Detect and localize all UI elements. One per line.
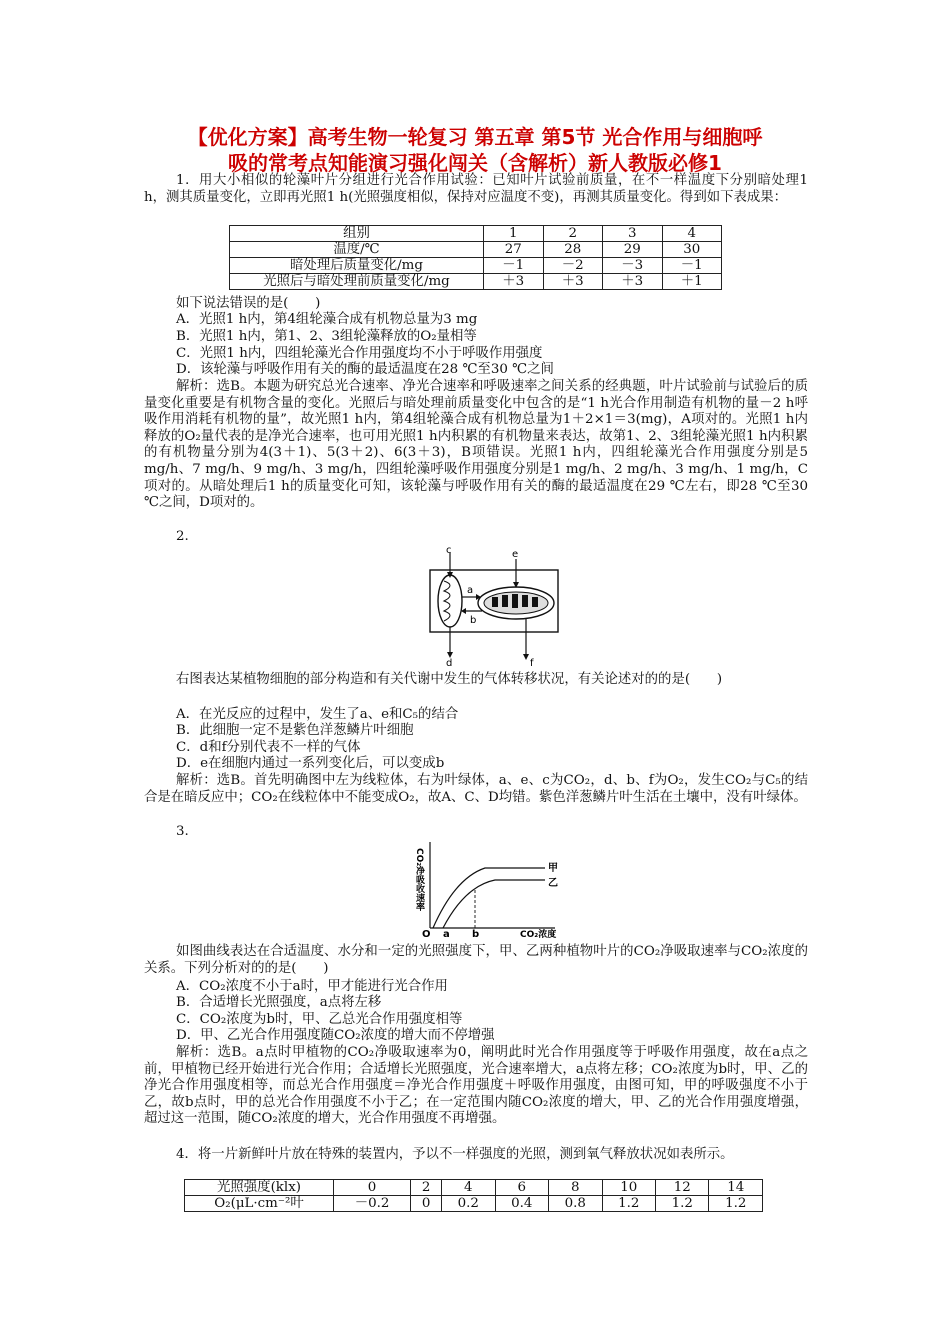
label-c: c xyxy=(446,545,452,556)
table-cell: 组别 xyxy=(230,226,484,242)
label-a: a xyxy=(467,585,474,596)
table-cell: －2 xyxy=(543,258,603,274)
table-cell: 温度/℃ xyxy=(230,242,484,258)
label-f: f xyxy=(530,658,534,667)
table-row xyxy=(230,242,722,258)
table-cell: 光照后与暗处理前质量变化/mg xyxy=(230,274,484,290)
q1-option-b: B．光照1 h内，第1、2、3组轮藻释放的O₂量相等 xyxy=(176,329,477,344)
title-line-1: 【优化方案】高考生物一轮复习 第五章 第5节 光合作用与细胞呼 xyxy=(187,125,763,149)
table-cell: 0.4 xyxy=(495,1196,548,1212)
table-cell: 1.2 xyxy=(602,1196,655,1212)
q3-option-c: C．CO₂浓度为b时，甲、乙总光合作用强度相等 xyxy=(176,1012,463,1027)
arrow-f-head xyxy=(523,654,529,660)
x-axis-label: CO₂浓度 xyxy=(520,930,557,938)
q1-analysis: 解析：选B。本题为研究总光合速率、净光合速率和呼吸速率之间关系的经典题，叶片试验前与试验后的质量变化重要是有机物含量的变化。光照后与暗处理前质量变化中包含的是“1 h光合作用制造有机物的量－2 h呼吸作用消耗有机物的量”，故光照1 h内，第4组轮藻合成有机物总量为1＋2×1＝3(mg)，A项对的。光照1 h内释放的O₂量代表的是净光合速率，也可用光照1 h内积累的有机物量来表达，故第1、2、3组轮藻光照1 h内积累的有机物量分别为4(3＋1)、5(3＋2)、6(3＋3)，B项错误。光照1 h内，四组轮藻光合作用强度分别是5 mg/h、7 mg/h、9 mg/h、3 mg/h，四组轮藻呼吸作用强度分别是1 mg/h、2 mg/h、3 mg/h、1 mg/h，C项对的。从暗处理后1 h的质量变化可知，该轮藻与呼吸作用有关的酶的最适温度在29 ℃左右，即28 ℃至30 ℃之间，D项对的。 xyxy=(144,379,808,511)
table-cell: 30 xyxy=(662,242,722,258)
table-cell: 8 xyxy=(549,1180,602,1196)
table-cell: 12 xyxy=(656,1180,709,1196)
table-cell: 0 xyxy=(334,1180,411,1196)
q1-option-c: C．光照1 h内，四组轮藻光合作用强度均不小于呼吸作用强度 xyxy=(176,346,543,361)
table-cell: ＋3 xyxy=(543,274,603,290)
table-cell: 1 xyxy=(484,226,544,242)
table-cell: ＋3 xyxy=(484,274,544,290)
curve-label-yi: 乙 xyxy=(548,878,558,889)
table-cell: 暗处理后质量变化/mg xyxy=(230,258,484,274)
table-cell: 2 xyxy=(543,226,603,242)
table-cell: 1.2 xyxy=(709,1196,763,1212)
table-cell: 27 xyxy=(484,242,544,258)
q3-option-a: A．CO₂浓度不小于a时，甲才能进行光合作用 xyxy=(176,979,448,994)
label-b: b xyxy=(470,615,477,626)
table-row xyxy=(230,274,722,290)
table-cell: 1.2 xyxy=(656,1196,709,1212)
table-cell: －0.2 xyxy=(334,1196,411,1212)
q2-option-d: D．e在细胞内通过一系列变化后，可以变成b xyxy=(176,756,445,771)
table-cell: 0.2 xyxy=(442,1196,495,1212)
q3-option-d: D．甲、乙光合作用强度随CO₂浓度的增大而不停增强 xyxy=(176,1028,495,1043)
q4-stem: 4．将一片新鲜叶片放在特殊的装置内，予以不一样强度的光照，测到氧气释放状况如表所示。 xyxy=(176,1147,734,1162)
q2-option-c: C．d和f分别代表不一样的气体 xyxy=(176,740,361,755)
table-cell: 28 xyxy=(543,242,603,258)
y-axis-label: CO₂净吸收速率 xyxy=(414,848,424,912)
mitochondrion-cristae xyxy=(444,581,450,621)
table-cell: O₂(μL·cm⁻²叶 xyxy=(185,1196,334,1212)
table-cell: 0 xyxy=(411,1196,442,1212)
table-cell: －1 xyxy=(662,258,722,274)
q2-analysis: 解析：选B。首先明确图中左为线粒体，右为叶绿体，a、e、c为CO₂，d、b、f为O₂，发生CO₂与C₅的结合是在暗反应中；CO₂在线粒体中不能变成O₂，故A、C、D均错。紫色洋葱鳞片叶生活在土壤中，没有叶绿体。 xyxy=(144,773,808,805)
q2-option-a: A．在光反应的过程中，发生了a、e和C₅的结合 xyxy=(176,707,459,722)
title-line-2: 吸的常考点知能演习强化闯关（含解析）新人教版必修1 xyxy=(228,151,722,175)
q3-option-b: B．合适增长光照强度，a点将左移 xyxy=(176,995,382,1010)
table-cell: 4 xyxy=(662,226,722,242)
table-cell: －1 xyxy=(484,258,544,274)
table-row xyxy=(230,258,722,274)
table-cell: 0.8 xyxy=(549,1196,602,1212)
table-cell: ＋1 xyxy=(662,274,722,290)
table-cell: 6 xyxy=(495,1180,548,1196)
q2-number: 2. xyxy=(176,529,189,544)
table-cell: ＋3 xyxy=(603,274,663,290)
table-cell: －3 xyxy=(603,258,663,274)
q2-option-b: B．此细胞一定不是紫色洋葱鳞片叶细胞 xyxy=(176,723,414,738)
curve-jia xyxy=(433,868,545,928)
co2-graph xyxy=(405,838,585,938)
label-d: d xyxy=(446,658,453,667)
table-cell: 14 xyxy=(709,1180,763,1196)
table-cell: 10 xyxy=(602,1180,655,1196)
x-mark-a: a xyxy=(443,929,450,938)
x-mark-b: b xyxy=(472,929,480,938)
organelle-diagram xyxy=(420,545,570,667)
q3-stem: 如图曲线表达在合适温度、水分和一定的光照强度下，甲、乙两种植物叶片的CO₂净吸取速率与CO₂浓度的关系。下列分析对的的是( ) xyxy=(144,944,808,976)
curve-label-jia: 甲 xyxy=(548,863,558,874)
q3-number: 3. xyxy=(176,824,189,839)
q1-table xyxy=(229,225,722,290)
table-cell: 3 xyxy=(603,226,663,242)
q3-analysis: 解析：选B。a点时甲植物的CO₂净吸取速率为0，阐明此时光合作用强度等于呼吸作用强度，故在a点之前，甲植物已经开始进行光合作用；合适增长光照强度，光合速率增大，a点将左移；CO₂浓度为b时，甲、乙的净光合作用强度相等，而总光合作用强度＝净光合作用强度＋呼吸作用强度，由图可知，甲的呼吸强度不小于乙，故b点时，甲的总光合作用强度不小于乙；在一定范围内随CO₂浓度的增大，甲、乙的光合作用强度增强，超过这一范围，随CO₂浓度的增大，光合作用强度不再增强。 xyxy=(144,1045,808,1127)
q1-option-d: D．该轮藻与呼吸作用有关的酶的最适温度在28 ℃至30 ℃之间 xyxy=(176,362,554,377)
q1-stem: 1．用大小相似的轮藻叶片分组进行光合作用试验：已知叶片试验前质量，在不一样温度下分别暗处理1 h，测其质量变化，立即再光照1 h(光照强度相似，保持对应温度不变)，再测其质量变化。得到如下表成果： xyxy=(144,173,808,205)
document-title xyxy=(120,124,830,176)
table-cell: 29 xyxy=(603,242,663,258)
table-row xyxy=(230,226,722,242)
table-row xyxy=(185,1180,763,1196)
table-cell: 4 xyxy=(442,1180,495,1196)
table-row xyxy=(185,1196,763,1212)
table-cell: 2 xyxy=(411,1180,442,1196)
table-cell: 光照强度(klx) xyxy=(185,1180,334,1196)
q1-option-a: A．光照1 h内，第4组轮藻合成有机物总量为3 mg xyxy=(176,312,478,327)
label-e: e xyxy=(512,549,519,560)
q1-question: 如下说法错误的是( ) xyxy=(176,296,321,311)
q2-stem: 右图表达某植物细胞的部分构造和有关代谢中发生的气体转移状况，有关论述对的的是( ) xyxy=(176,672,723,687)
origin-label: O xyxy=(422,929,431,938)
mitochondrion-icon xyxy=(438,575,462,627)
q4-table xyxy=(184,1179,763,1212)
